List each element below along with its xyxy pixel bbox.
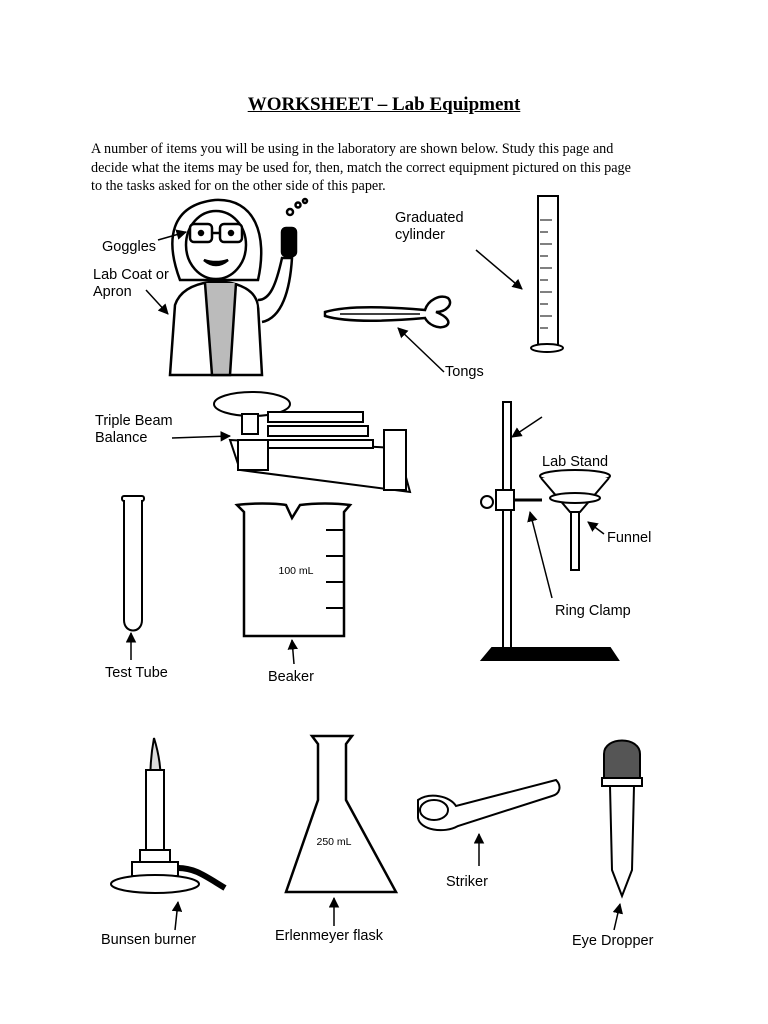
label-lab-coat bbox=[93, 267, 169, 301]
label-ring-clamp: Ring Clamp bbox=[555, 603, 631, 619]
label-lab-coat-line2: Apron bbox=[93, 284, 132, 300]
label-test-tube: Test Tube bbox=[105, 665, 168, 681]
label-tongs: Tongs bbox=[445, 364, 484, 380]
label-lab-stand: Lab Stand bbox=[542, 454, 609, 470]
intro-line-2: decide what the items may be used for, then, match the correct equipment pictured on this page bbox=[91, 159, 631, 176]
label-graduated-line1: Graduated bbox=[395, 210, 464, 226]
label-erlenmeyer-flask: Erlenmeyer flask bbox=[275, 928, 383, 944]
worksheet-title: WORKSHEET – Lab Equipment bbox=[247, 94, 521, 115]
label-graduated-cylinder bbox=[395, 210, 464, 244]
label-goggles: Goggles bbox=[102, 239, 157, 255]
striker-illustration bbox=[418, 780, 559, 830]
label-eye-dropper: Eye Dropper bbox=[572, 933, 654, 949]
triple-beam-balance-illustration bbox=[214, 392, 410, 492]
label-striker: Striker bbox=[446, 874, 488, 890]
label-triple-beam-balance bbox=[95, 413, 173, 447]
label-funnel: Funnel bbox=[607, 530, 652, 546]
intro-line-1: A number of items you will be using in the laboratory are shown below. Study this page and bbox=[91, 141, 614, 157]
flask-volume-label: 250 mL bbox=[316, 836, 352, 848]
bunsen-burner-illustration bbox=[111, 738, 225, 893]
beaker-volume-label: 100 mL bbox=[278, 565, 314, 577]
label-graduated-line2: cylinder bbox=[395, 227, 445, 243]
label-triple-line2: Balance bbox=[95, 430, 148, 446]
erlenmeyer-flask-illustration bbox=[286, 736, 396, 892]
scientist-figure bbox=[170, 199, 307, 375]
label-triple-line1: Triple Beam bbox=[95, 413, 173, 429]
label-lab-coat-line1: Lab Coat or bbox=[93, 267, 169, 283]
label-beaker: Beaker bbox=[268, 669, 314, 685]
eye-dropper-illustration bbox=[602, 741, 642, 897]
test-tube-illustration bbox=[122, 496, 144, 631]
label-bunsen-burner: Bunsen burner bbox=[101, 932, 197, 948]
lab-stand-illustration bbox=[481, 402, 618, 660]
intro-line-3: to the tasks asked for on the other side of this paper. bbox=[91, 178, 386, 194]
tongs-illustration bbox=[325, 297, 450, 328]
graduated-cylinder-illustration bbox=[531, 196, 563, 352]
